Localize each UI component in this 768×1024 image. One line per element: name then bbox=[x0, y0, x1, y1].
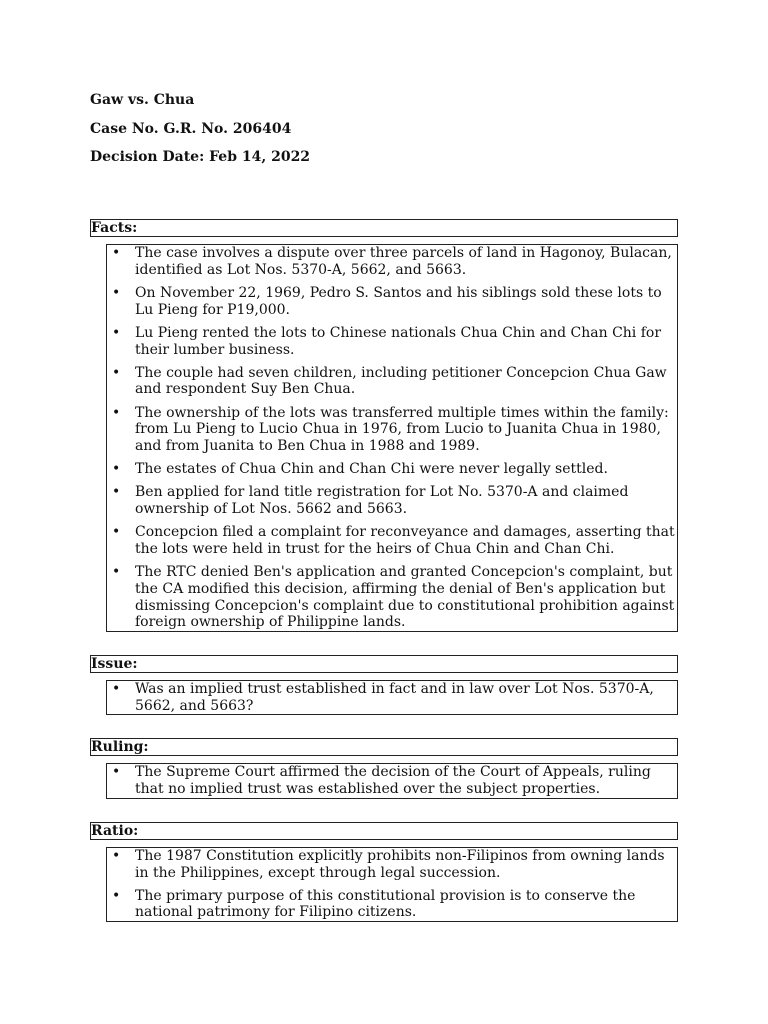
issue-list bbox=[106, 680, 678, 715]
list-item-text: The case involves a dispute over three parcels of land in Hagonoy, Bulacan, identified as Lot Nos. 5370-A, 5662, and 5663. bbox=[135, 245, 672, 278]
ruling-list bbox=[106, 763, 678, 798]
list-item-text: Ben applied for land title registration for Lot No. 5370-A and claimed ownership of Lot Nos. 5662 and 5663. bbox=[135, 484, 629, 518]
list-item-text: The Supreme Court affirmed the decision of the Court of Appeals, ruling that no implied trust was established over the subject properties. bbox=[135, 764, 651, 798]
list-item-text: Was an implied trust established in fact and in law over Lot Nos. 5370-A, 5662, and 5663? bbox=[135, 681, 654, 714]
facts-list-item bbox=[107, 461, 675, 478]
bullet-icon: • bbox=[112, 324, 121, 341]
bullet-icon: • bbox=[112, 404, 121, 421]
list-item-text: The ownership of the lots was transferred multiple times within the family: from Lu Pieng to Lucio Chua in 1976, from Lucio to Juanita Chua in 1980, and from Juanita to Ben Chua in 1988 and 1989. bbox=[135, 404, 669, 455]
bullet-icon: • bbox=[112, 284, 121, 301]
list-item-text: The RTC denied Ben's application and granted Concepcion's complaint, but the CA modified this decision, affirming the denial of Ben's application but dismissing Concepcion's complaint due to constitutional prohibition against foreign ownership of Philippine lands. bbox=[135, 564, 675, 631]
ratio-list-item bbox=[107, 848, 675, 881]
list-item-text: The primary purpose of this constitutional provision is to conserve the national patrimony for Filipino citizens. bbox=[135, 887, 636, 921]
ratio-section bbox=[90, 822, 678, 922]
list-item-text: Concepcion filed a complaint for reconveyance and damages, asserting that the lots were held in trust for the heirs of Chua Chin and Chan Chi. bbox=[135, 524, 675, 558]
issue-label: Issue: bbox=[90, 655, 678, 673]
bullet-icon: • bbox=[112, 764, 121, 781]
list-item-text: The estates of Chua Chin and Chan Chi were never legally settled. bbox=[135, 461, 608, 478]
ratio-list-item bbox=[107, 888, 675, 921]
bullet-icon: • bbox=[112, 524, 121, 541]
facts-section bbox=[90, 219, 678, 632]
facts-list bbox=[106, 244, 678, 632]
bullet-icon: • bbox=[112, 847, 121, 864]
list-item-text: The couple had seven children, including petitioner Concepcion Chua Gaw and respondent Suy Ben Chua. bbox=[135, 364, 667, 398]
facts-list-item bbox=[107, 524, 675, 557]
issue-list-item bbox=[107, 681, 675, 714]
facts-list-item bbox=[107, 325, 675, 358]
case-title: Gaw vs. Chua bbox=[90, 92, 195, 108]
list-item-text: On November 22, 1969, Pedro S. Santos and his siblings sold these lots to Lu Pieng for P19,000. bbox=[135, 284, 662, 318]
bullet-icon: • bbox=[112, 364, 121, 381]
bullet-icon: • bbox=[112, 681, 121, 698]
digest-sections bbox=[90, 219, 678, 945]
bullet-icon: • bbox=[112, 245, 121, 261]
list-item-text: Lu Pieng rented the lots to Chinese nationals Chua Chin and Chan Chi for their lumber business. bbox=[135, 324, 662, 358]
ruling-label: Ruling: bbox=[90, 738, 678, 756]
case-header bbox=[90, 92, 310, 178]
decision-date: Decision Date: Feb 14, 2022 bbox=[90, 149, 311, 165]
facts-list-item bbox=[107, 405, 675, 455]
ratio-list bbox=[106, 847, 678, 922]
facts-label: Facts: bbox=[90, 219, 678, 237]
facts-list-item bbox=[107, 245, 675, 278]
bullet-icon: • bbox=[112, 887, 121, 904]
facts-list-item bbox=[107, 484, 675, 517]
issue-section bbox=[90, 655, 678, 715]
ruling-list-item bbox=[107, 764, 675, 797]
case-number: Case No. G.R. No. 206404 bbox=[90, 120, 292, 137]
bullet-icon: • bbox=[112, 484, 121, 501]
list-item-text: The 1987 Constitution explicitly prohibits non-Filipinos from owning lands in the Philippines, except through legal succession. bbox=[135, 847, 665, 881]
bullet-icon: • bbox=[112, 564, 121, 581]
bullet-icon: • bbox=[112, 461, 121, 478]
facts-list-item bbox=[107, 365, 675, 398]
facts-list-item bbox=[107, 564, 675, 631]
ratio-label: Ratio: bbox=[90, 822, 678, 840]
ruling-section bbox=[90, 738, 678, 798]
facts-list-item bbox=[107, 285, 675, 318]
